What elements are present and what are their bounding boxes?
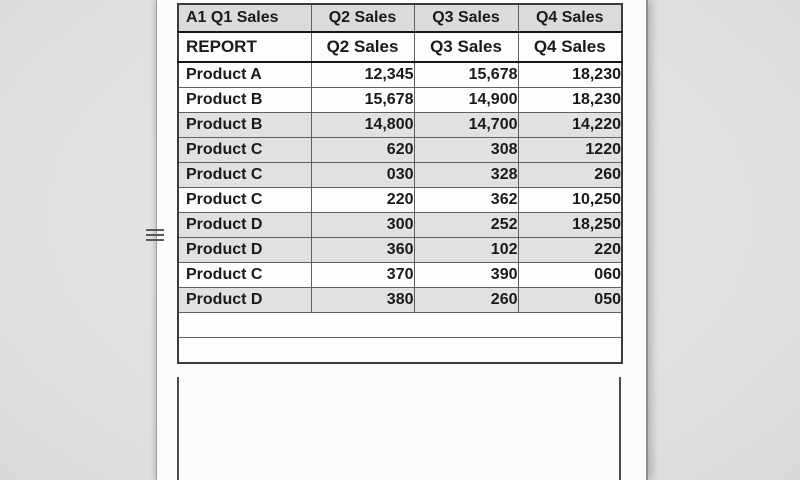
product-cell: Product B [178,88,311,113]
q3-value-cell: 102 [414,238,518,263]
drag-handle-bar [146,229,164,231]
product-cell: Product C [178,163,311,188]
q4-value-cell: 060 [518,263,622,288]
table-row [178,163,622,188]
drag-handle-icon[interactable] [146,226,164,244]
table-subheader-row [178,32,622,62]
q4-value-cell: 18,230 [518,62,622,88]
subheader-cell-report: REPORT [178,32,311,62]
table-row [178,263,622,288]
q3-value-cell: 328 [414,163,518,188]
q2-value-cell: 030 [311,163,414,188]
table-row [178,188,622,213]
q2-value-cell: 620 [311,138,414,163]
drag-handle-bar [146,239,164,241]
product-cell: Product D [178,238,311,263]
empty-cell [178,338,622,364]
q4-value-cell: 18,250 [518,213,622,238]
table-row [178,238,622,263]
q3-value-cell: 362 [414,188,518,213]
product-cell: Product D [178,213,311,238]
q2-value-cell: 220 [311,188,414,213]
q2-value-cell: 300 [311,213,414,238]
q4-value-cell: 18,230 [518,88,622,113]
header-cell-q4-sales: Q4 Sales [518,4,622,32]
q3-value-cell: 14,900 [414,88,518,113]
drag-handle-bar [146,234,164,236]
q3-value-cell: 390 [414,263,518,288]
product-cell: Product C [178,263,311,288]
q3-value-cell: 308 [414,138,518,163]
product-cell: Product B [178,113,311,138]
q4-value-cell: 10,250 [518,188,622,213]
table-row [178,113,622,138]
product-cell: Product C [178,188,311,213]
table-row [178,88,622,113]
table-row [178,62,622,88]
report-page [156,0,648,480]
sales-report-table [177,3,623,364]
empty-table-row [178,313,622,338]
q3-value-cell: 14,700 [414,113,518,138]
subheader-cell-q2-sales: Q2 Sales [311,32,414,62]
header-cell-a1-q1-sales: A1 Q1 Sales [178,4,311,32]
table-header-row [178,4,622,32]
table-body [178,62,622,363]
table-row [178,138,622,163]
product-cell: Product A [178,62,311,88]
empty-table-row [178,338,622,364]
q2-value-cell: 15,678 [311,88,414,113]
q2-value-cell: 360 [311,238,414,263]
subheader-cell-q3-sales: Q3 Sales [414,32,518,62]
q2-value-cell: 12,345 [311,62,414,88]
table-row [178,288,622,313]
empty-sheet-area [177,377,621,480]
q4-value-cell: 1220 [518,138,622,163]
subheader-cell-q4-sales: Q4 Sales [518,32,622,62]
product-cell: Product C [178,138,311,163]
q3-value-cell: 15,678 [414,62,518,88]
q4-value-cell: 14,220 [518,113,622,138]
table-row [178,213,622,238]
q4-value-cell: 220 [518,238,622,263]
q2-value-cell: 380 [311,288,414,313]
q4-value-cell: 260 [518,163,622,188]
header-cell-q3-sales: Q3 Sales [414,4,518,32]
product-cell: Product D [178,288,311,313]
header-cell-q2-sales: Q2 Sales [311,4,414,32]
empty-cell [178,313,622,338]
q3-value-cell: 252 [414,213,518,238]
q4-value-cell: 050 [518,288,622,313]
q3-value-cell: 260 [414,288,518,313]
q2-value-cell: 370 [311,263,414,288]
q2-value-cell: 14,800 [311,113,414,138]
